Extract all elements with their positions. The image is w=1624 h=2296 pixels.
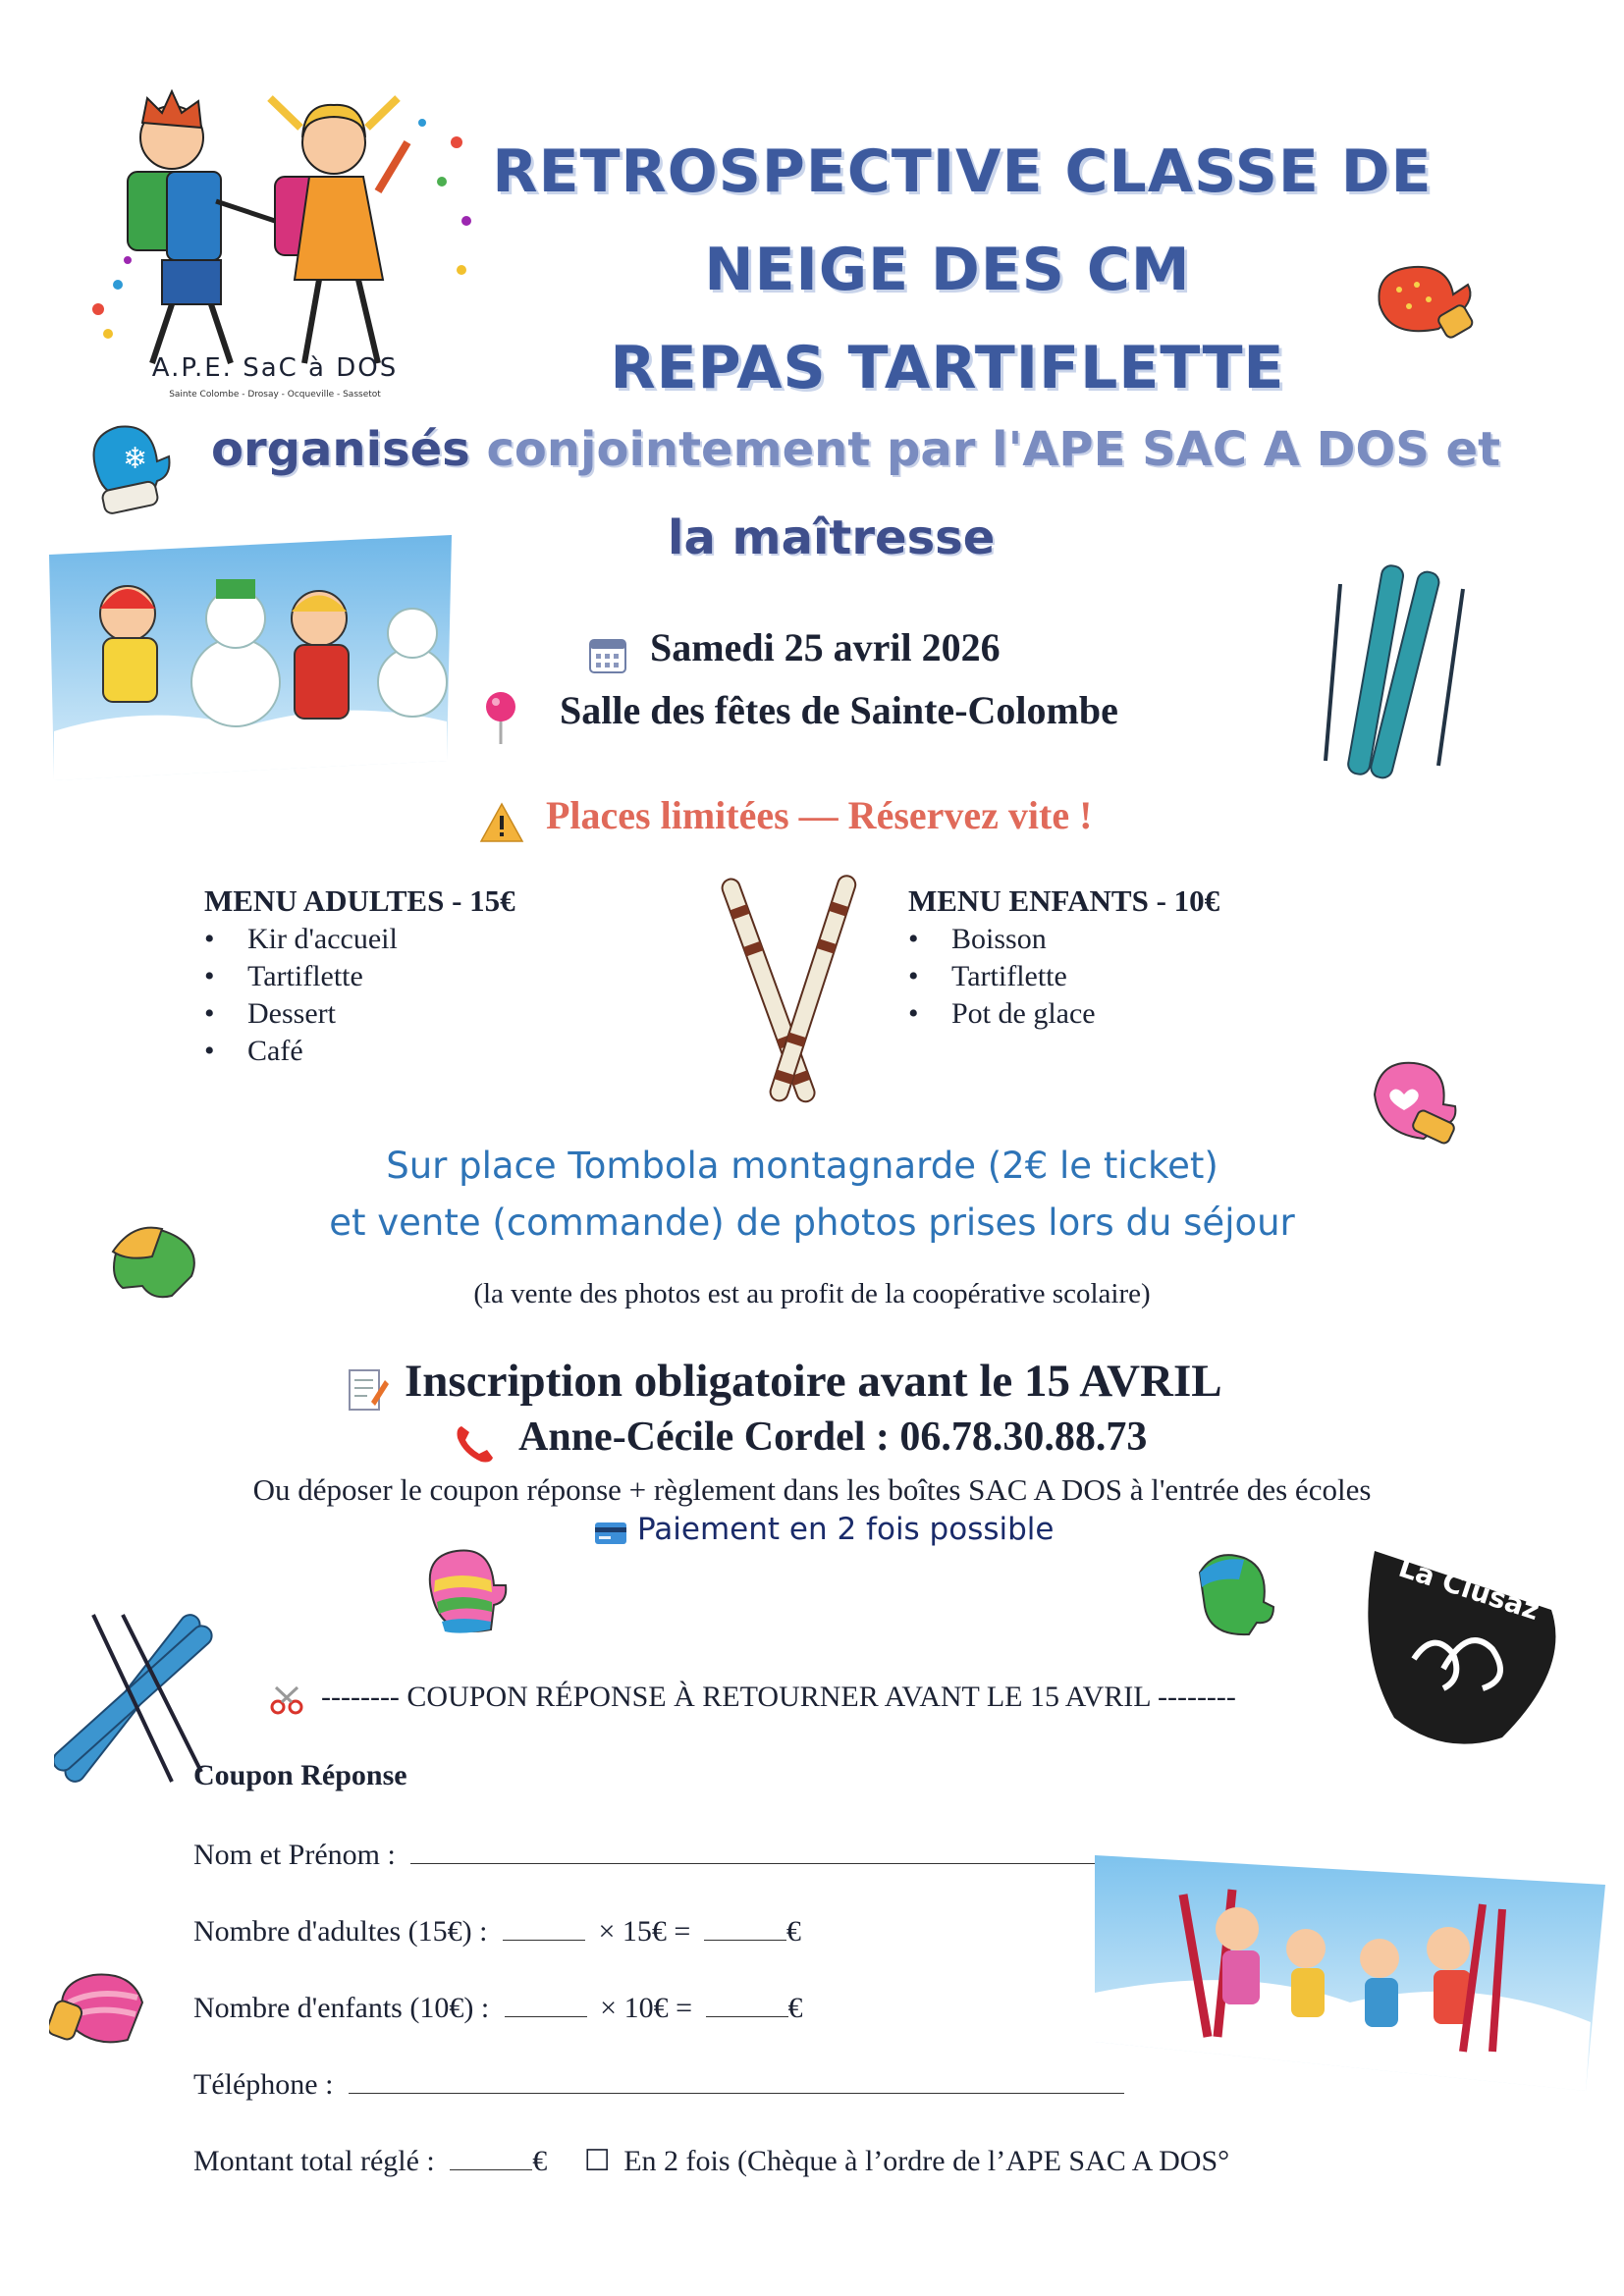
adult-menu-item: • Tartiflette (149, 958, 515, 995)
coupon-separator: -------- COUPON RÉPONSE À RETOURNER AVANT LE 15 AVRIL -------- (321, 1681, 1236, 1713)
children-menu (908, 883, 1219, 1033)
adult-menu-item: • Dessert (149, 995, 515, 1033)
skiing-kids-illustration (1095, 1826, 1605, 2110)
payment-note: Paiement en 2 fois possible (637, 1512, 1055, 1547)
adult-menu-item: • Café (149, 1033, 515, 1070)
children-multiplier: × 10€ = (600, 1992, 693, 2024)
adults-row (193, 1910, 801, 1949)
children-illustration (69, 83, 481, 378)
mitten-icon (79, 417, 177, 520)
coupon-separator-row (270, 1681, 1236, 1720)
euro-sign: € (785, 1915, 801, 1948)
adult-menu-title: MENU ADULTES - 15€ (204, 883, 515, 918)
children-menu-item: • Pot de glace (853, 995, 1219, 1033)
scissors-icon (270, 1685, 305, 1720)
inscription-row (346, 1355, 1222, 1418)
badge-text: La Clusaz (1394, 1550, 1543, 1628)
warning-icon (479, 802, 524, 848)
credit-card-icon (594, 1521, 627, 1551)
mitten-icon (103, 1217, 211, 1310)
phone-row (193, 2063, 1124, 2102)
installments-label: En 2 fois (Chèque à l’ordre de l’APE SAC A DOS° (623, 2145, 1230, 2177)
total-row (193, 2140, 1229, 2178)
headline-line-3: REPAS TARTIFLETTE (610, 334, 1285, 402)
organised-line-2: la maîtresse (668, 510, 996, 565)
deposit-instructions: Ou déposer le coupon réponse + règlement dans les boîtes SAC A DOS à l'entrée des écoles (252, 1472, 1372, 1507)
headline-line-2: NEIGE DES CM (704, 236, 1191, 304)
warning-text: Places limitées — Réservez vite ! (546, 793, 1093, 837)
children-count-field[interactable] (505, 1987, 587, 2017)
event-date-row (587, 624, 1001, 680)
adult-menu (204, 883, 515, 1070)
mitten-icon (1190, 1548, 1278, 1646)
telephone-icon (454, 1422, 497, 1470)
payment-row (594, 1512, 1054, 1551)
tombola-note: (la vente des photos est au profit de la coopérative scolaire) (473, 1278, 1151, 1309)
logo-name: A.P.E. SaC à DOS (151, 353, 399, 383)
la-clusaz-badge (1345, 1531, 1571, 1757)
event-location: Salle des fêtes de Sainte-Colombe (560, 688, 1118, 732)
organised-rest: conjointement par l'APE SAC A DOS et (486, 422, 1501, 477)
euro-sign: € (787, 1992, 803, 2024)
skis-icon (719, 854, 866, 1114)
phone-label: Téléphone : (193, 2068, 334, 2101)
snowman-illustration (49, 535, 452, 780)
children-menu-title: MENU ENFANTS - 10€ (908, 883, 1220, 918)
organised-line-1 (211, 422, 1500, 477)
inscription-title: Inscription obligatoire avant le 15 AVRIL (405, 1356, 1222, 1407)
mitten-icon (49, 1963, 157, 2056)
name-field[interactable] (410, 1834, 1186, 1864)
contact-name-phone: Anne-Cécile Cordel : 06.78.30.88.73 (518, 1415, 1148, 1460)
adults-multiplier: × 15€ = (598, 1915, 691, 1948)
total-field[interactable] (450, 2140, 532, 2170)
event-date: Samedi 25 avril 2026 (650, 625, 1001, 669)
euro-sign: € (532, 2145, 548, 2177)
coupon-title: Coupon Réponse (193, 1759, 407, 1791)
tombola-line-2: et vente (commande) de photos prises lors du séjour (329, 1201, 1295, 1244)
name-row (193, 1834, 1186, 1872)
phone-field[interactable] (349, 2063, 1124, 2094)
adults-total-field[interactable] (704, 1910, 786, 1941)
children-total-field[interactable] (706, 1987, 788, 2017)
mitten-icon (1365, 1055, 1463, 1153)
adult-menu-item: • Kir d'accueil (149, 921, 515, 958)
tombola-line-1: Sur place Tombola montagnarde (2€ le ticket) (386, 1145, 1218, 1187)
skis-icon (1301, 564, 1478, 785)
adults-count-field[interactable] (503, 1910, 585, 1941)
contact-row (454, 1414, 1147, 1470)
children-row (193, 1987, 803, 2025)
name-label: Nom et Prénom : (193, 1839, 396, 1871)
logo-tagline: Sainte Colombe - Drosay - Ocqueville - Sassetot (169, 390, 381, 400)
memo-icon (346, 1366, 389, 1418)
organised-word: organisés (211, 422, 470, 477)
calendar-icon (587, 634, 628, 680)
children-label: Nombre d'enfants (10€) : (193, 1992, 490, 2024)
ape-logo (69, 83, 481, 417)
mitten-icon (417, 1541, 511, 1649)
event-location-row (481, 687, 1118, 751)
svg-text:❄: ❄ (123, 442, 148, 476)
mitten-icon (1370, 255, 1478, 348)
adults-label: Nombre d'adultes (15€) : (193, 1915, 488, 1948)
location-pin-icon (481, 689, 520, 751)
warning-row (479, 792, 1092, 848)
headline-line-1: RETROSPECTIVE CLASSE DE (492, 137, 1433, 206)
installments-checkbox[interactable]: ☐ (583, 2145, 611, 2177)
total-label: Montant total réglé : (193, 2145, 435, 2177)
children-menu-item: • Boisson (853, 921, 1219, 958)
children-menu-item: • Tartiflette (853, 958, 1219, 995)
